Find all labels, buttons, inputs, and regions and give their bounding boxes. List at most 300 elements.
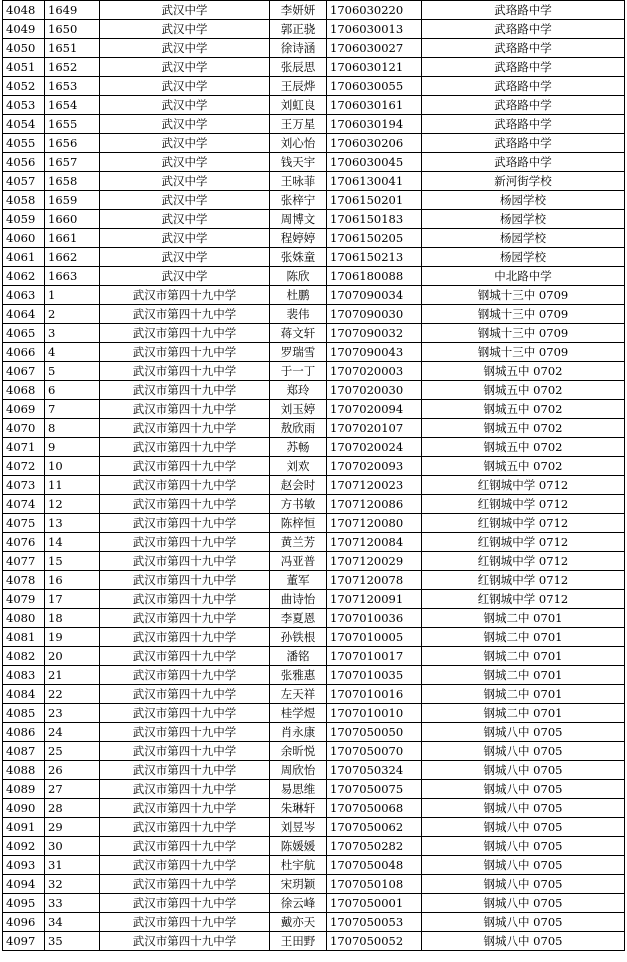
school-name-cell: 武汉市第四十九中学 (100, 590, 270, 609)
school-seq-no-cell: 11 (45, 476, 100, 495)
row-index-cell: 4071 (3, 438, 45, 457)
school-name-cell: 武汉中学 (100, 115, 270, 134)
school-name-cell: 武汉市第四十九中学 (100, 286, 270, 305)
school-seq-no-cell: 1655 (45, 115, 100, 134)
student-id-cell: 1707010016 (327, 685, 422, 704)
student-name-cell: 钱天宇 (270, 153, 327, 172)
school-name-cell: 武汉市第四十九中学 (100, 666, 270, 685)
student-id-cell: 1707020003 (327, 362, 422, 381)
school-name-cell: 武汉市第四十九中学 (100, 761, 270, 780)
school-seq-no-cell: 34 (45, 913, 100, 932)
student-name-cell: 李妍妍 (270, 1, 327, 20)
school-seq-no-cell: 1651 (45, 39, 100, 58)
student-id-cell: 1707120080 (327, 514, 422, 533)
row-index-cell: 4048 (3, 1, 45, 20)
table-row (3, 856, 625, 875)
student-id-cell: 1706030055 (327, 77, 422, 96)
table-row (3, 932, 625, 951)
table-row (3, 609, 625, 628)
row-index-cell: 4092 (3, 837, 45, 856)
school-seq-no-cell: 1662 (45, 248, 100, 267)
target-school-cell: 钢城五中 0702 (422, 400, 625, 419)
school-name-cell: 武汉市第四十九中学 (100, 704, 270, 723)
student-id-cell: 1707050001 (327, 894, 422, 913)
school-seq-no-cell: 20 (45, 647, 100, 666)
student-name-cell: 罗瑞雪 (270, 343, 327, 362)
student-name-cell: 易思维 (270, 780, 327, 799)
table-row (3, 39, 625, 58)
student-id-cell: 1707050282 (327, 837, 422, 856)
table-body (3, 1, 625, 951)
table-row (3, 210, 625, 229)
student-id-cell: 1707050050 (327, 723, 422, 742)
school-name-cell: 武汉中学 (100, 191, 270, 210)
school-seq-no-cell: 1652 (45, 58, 100, 77)
student-name-cell: 方书敏 (270, 495, 327, 514)
target-school-cell: 红钢城中学 0712 (422, 571, 625, 590)
student-id-cell: 1706030045 (327, 153, 422, 172)
student-id-cell: 1706180088 (327, 267, 422, 286)
student-name-cell: 赵会时 (270, 476, 327, 495)
school-name-cell: 武汉市第四十九中学 (100, 780, 270, 799)
school-seq-no-cell: 33 (45, 894, 100, 913)
row-index-cell: 4070 (3, 419, 45, 438)
student-name-cell: 杜宇航 (270, 856, 327, 875)
row-index-cell: 4063 (3, 286, 45, 305)
student-name-cell: 冯亚普 (270, 552, 327, 571)
student-name-cell: 黄兰芳 (270, 533, 327, 552)
school-name-cell: 武汉中学 (100, 134, 270, 153)
school-name-cell: 武汉市第四十九中学 (100, 818, 270, 837)
target-school-cell: 武珞路中学 (422, 134, 625, 153)
school-seq-no-cell: 1656 (45, 134, 100, 153)
table-row (3, 324, 625, 343)
student-id-cell: 1707120078 (327, 571, 422, 590)
target-school-cell: 红钢城中学 0712 (422, 514, 625, 533)
school-name-cell: 武汉市第四十九中学 (100, 837, 270, 856)
student-id-cell: 1706030194 (327, 115, 422, 134)
table-row (3, 381, 625, 400)
target-school-cell: 钢城八中 0705 (422, 761, 625, 780)
school-seq-no-cell: 4 (45, 343, 100, 362)
school-seq-no-cell: 13 (45, 514, 100, 533)
school-name-cell: 武汉市第四十九中学 (100, 894, 270, 913)
row-index-cell: 4095 (3, 894, 45, 913)
student-id-cell: 1706030013 (327, 20, 422, 39)
table-row (3, 115, 625, 134)
table-row (3, 647, 625, 666)
school-name-cell: 武汉市第四十九中学 (100, 362, 270, 381)
school-seq-no-cell: 12 (45, 495, 100, 514)
target-school-cell: 钢城五中 0702 (422, 457, 625, 476)
school-name-cell: 武汉市第四十九中学 (100, 628, 270, 647)
row-index-cell: 4094 (3, 875, 45, 894)
school-seq-no-cell: 9 (45, 438, 100, 457)
table-row (3, 153, 625, 172)
table-row (3, 172, 625, 191)
student-name-cell: 蒋文轩 (270, 324, 327, 343)
school-seq-no-cell: 1650 (45, 20, 100, 39)
table-row (3, 267, 625, 286)
student-id-cell: 1707120029 (327, 552, 422, 571)
student-id-cell: 1706030161 (327, 96, 422, 115)
target-school-cell: 钢城二中 0701 (422, 609, 625, 628)
target-school-cell: 钢城五中 0702 (422, 419, 625, 438)
student-id-cell: 1707020093 (327, 457, 422, 476)
school-name-cell: 武汉市第四十九中学 (100, 609, 270, 628)
target-school-cell: 钢城二中 0701 (422, 647, 625, 666)
row-index-cell: 4096 (3, 913, 45, 932)
row-index-cell: 4091 (3, 818, 45, 837)
student-id-cell: 1706030206 (327, 134, 422, 153)
target-school-cell: 钢城五中 0702 (422, 362, 625, 381)
row-index-cell: 4059 (3, 210, 45, 229)
table-row (3, 58, 625, 77)
school-name-cell: 武汉中学 (100, 153, 270, 172)
student-id-cell: 1707010010 (327, 704, 422, 723)
table-row (3, 514, 625, 533)
target-school-cell: 中北路中学 (422, 267, 625, 286)
student-name-cell: 孙铁根 (270, 628, 327, 647)
school-name-cell: 武汉市第四十九中学 (100, 552, 270, 571)
target-school-cell: 钢城八中 0705 (422, 932, 625, 951)
row-index-cell: 4069 (3, 400, 45, 419)
row-index-cell: 4080 (3, 609, 45, 628)
school-name-cell: 武汉市第四十九中学 (100, 476, 270, 495)
student-name-cell: 李夏恩 (270, 609, 327, 628)
student-id-cell: 1707050048 (327, 856, 422, 875)
student-name-cell: 程婷婷 (270, 229, 327, 248)
row-index-cell: 4060 (3, 229, 45, 248)
school-name-cell: 武汉中学 (100, 248, 270, 267)
target-school-cell: 武珞路中学 (422, 96, 625, 115)
row-index-cell: 4078 (3, 571, 45, 590)
student-name-cell: 苏畅 (270, 438, 327, 457)
target-school-cell: 红钢城中学 0712 (422, 476, 625, 495)
table-row (3, 248, 625, 267)
student-name-cell: 陈欣 (270, 267, 327, 286)
student-name-cell: 曲诗怡 (270, 590, 327, 609)
student-name-cell: 王田野 (270, 932, 327, 951)
table-row (3, 628, 625, 647)
school-name-cell: 武汉市第四十九中学 (100, 571, 270, 590)
school-name-cell: 武汉市第四十九中学 (100, 685, 270, 704)
row-index-cell: 4073 (3, 476, 45, 495)
row-index-cell: 4053 (3, 96, 45, 115)
student-id-cell: 1707020024 (327, 438, 422, 457)
student-id-cell: 1706150201 (327, 191, 422, 210)
target-school-cell: 钢城八中 0705 (422, 856, 625, 875)
row-index-cell: 4065 (3, 324, 45, 343)
row-index-cell: 4084 (3, 685, 45, 704)
student-id-cell: 1707120084 (327, 533, 422, 552)
school-seq-no-cell: 16 (45, 571, 100, 590)
row-index-cell: 4064 (3, 305, 45, 324)
row-index-cell: 4068 (3, 381, 45, 400)
student-name-cell: 肖永康 (270, 723, 327, 742)
row-index-cell: 4090 (3, 799, 45, 818)
target-school-cell: 新河街学校 (422, 172, 625, 191)
school-name-cell: 武汉中学 (100, 229, 270, 248)
school-seq-no-cell: 14 (45, 533, 100, 552)
table-row (3, 400, 625, 419)
target-school-cell: 武珞路中学 (422, 1, 625, 20)
school-seq-no-cell: 1654 (45, 96, 100, 115)
student-name-cell: 刘虹良 (270, 96, 327, 115)
table-row (3, 134, 625, 153)
student-name-cell: 王万星 (270, 115, 327, 134)
school-name-cell: 武汉市第四十九中学 (100, 932, 270, 951)
row-index-cell: 4088 (3, 761, 45, 780)
row-index-cell: 4055 (3, 134, 45, 153)
target-school-cell: 钢城二中 0701 (422, 666, 625, 685)
student-id-cell: 1707010035 (327, 666, 422, 685)
table-row (3, 476, 625, 495)
student-name-cell: 王辰烨 (270, 77, 327, 96)
target-school-cell: 钢城八中 0705 (422, 894, 625, 913)
student-name-cell: 于一丁 (270, 362, 327, 381)
student-name-cell: 桂学煜 (270, 704, 327, 723)
row-index-cell: 4054 (3, 115, 45, 134)
school-name-cell: 武汉市第四十九中学 (100, 875, 270, 894)
student-id-cell: 1707050108 (327, 875, 422, 894)
school-name-cell: 武汉市第四十九中学 (100, 305, 270, 324)
row-index-cell: 4083 (3, 666, 45, 685)
target-school-cell: 钢城八中 0705 (422, 780, 625, 799)
student-name-cell: 朱琳轩 (270, 799, 327, 818)
table-row (3, 666, 625, 685)
table-row (3, 343, 625, 362)
row-index-cell: 4075 (3, 514, 45, 533)
table-row (3, 913, 625, 932)
target-school-cell: 武珞路中学 (422, 58, 625, 77)
student-id-cell: 1706150213 (327, 248, 422, 267)
student-id-cell: 1707090030 (327, 305, 422, 324)
school-name-cell: 武汉中学 (100, 77, 270, 96)
school-name-cell: 武汉中学 (100, 39, 270, 58)
school-name-cell: 武汉中学 (100, 96, 270, 115)
row-index-cell: 4097 (3, 932, 45, 951)
target-school-cell: 钢城二中 0701 (422, 685, 625, 704)
row-index-cell: 4087 (3, 742, 45, 761)
school-seq-no-cell: 10 (45, 457, 100, 476)
target-school-cell: 钢城十三中 0709 (422, 324, 625, 343)
school-seq-no-cell: 8 (45, 419, 100, 438)
student-name-cell: 刘欢 (270, 457, 327, 476)
table-row (3, 723, 625, 742)
school-seq-no-cell: 1660 (45, 210, 100, 229)
row-index-cell: 4057 (3, 172, 45, 191)
student-id-cell: 1706030027 (327, 39, 422, 58)
student-id-cell: 1707090034 (327, 286, 422, 305)
target-school-cell: 钢城五中 0702 (422, 381, 625, 400)
school-name-cell: 武汉中学 (100, 267, 270, 286)
target-school-cell: 杨园学校 (422, 248, 625, 267)
target-school-cell: 钢城二中 0701 (422, 704, 625, 723)
target-school-cell: 杨园学校 (422, 229, 625, 248)
school-seq-no-cell: 1658 (45, 172, 100, 191)
school-name-cell: 武汉市第四十九中学 (100, 381, 270, 400)
student-id-cell: 1707050068 (327, 799, 422, 818)
student-name-cell: 陈媛媛 (270, 837, 327, 856)
row-index-cell: 4081 (3, 628, 45, 647)
student-id-cell: 1707020030 (327, 381, 422, 400)
target-school-cell: 钢城八中 0705 (422, 837, 625, 856)
school-seq-no-cell: 1 (45, 286, 100, 305)
row-index-cell: 4074 (3, 495, 45, 514)
school-seq-no-cell: 23 (45, 704, 100, 723)
table-row (3, 533, 625, 552)
row-index-cell: 4051 (3, 58, 45, 77)
school-name-cell: 武汉中学 (100, 20, 270, 39)
target-school-cell: 武珞路中学 (422, 77, 625, 96)
student-name-cell: 郑玲 (270, 381, 327, 400)
student-name-cell: 余昕悦 (270, 742, 327, 761)
table-row (3, 20, 625, 39)
school-seq-no-cell: 22 (45, 685, 100, 704)
target-school-cell: 钢城五中 0702 (422, 438, 625, 457)
target-school-cell: 红钢城中学 0712 (422, 533, 625, 552)
school-seq-no-cell: 35 (45, 932, 100, 951)
row-index-cell: 4089 (3, 780, 45, 799)
school-name-cell: 武汉市第四十九中学 (100, 324, 270, 343)
table-row (3, 286, 625, 305)
school-name-cell: 武汉市第四十九中学 (100, 400, 270, 419)
student-id-cell: 1706150183 (327, 210, 422, 229)
student-id-cell: 1707010005 (327, 628, 422, 647)
row-index-cell: 4072 (3, 457, 45, 476)
table-row (3, 590, 625, 609)
school-seq-no-cell: 29 (45, 818, 100, 837)
school-seq-no-cell: 1661 (45, 229, 100, 248)
school-name-cell: 武汉市第四十九中学 (100, 647, 270, 666)
school-name-cell: 武汉市第四十九中学 (100, 913, 270, 932)
student-id-cell: 1707010017 (327, 647, 422, 666)
student-id-cell: 1707090043 (327, 343, 422, 362)
school-seq-no-cell: 7 (45, 400, 100, 419)
target-school-cell: 武珞路中学 (422, 20, 625, 39)
student-name-cell: 刘玉婷 (270, 400, 327, 419)
row-index-cell: 4050 (3, 39, 45, 58)
school-seq-no-cell: 1663 (45, 267, 100, 286)
school-seq-no-cell: 21 (45, 666, 100, 685)
student-name-cell: 王咏菲 (270, 172, 327, 191)
student-id-cell: 1707090032 (327, 324, 422, 343)
table-row (3, 837, 625, 856)
row-index-cell: 4085 (3, 704, 45, 723)
student-id-cell: 1706030220 (327, 1, 422, 20)
table-row (3, 742, 625, 761)
school-seq-no-cell: 18 (45, 609, 100, 628)
row-index-cell: 4061 (3, 248, 45, 267)
school-name-cell: 武汉市第四十九中学 (100, 438, 270, 457)
row-index-cell: 4052 (3, 77, 45, 96)
student-id-cell: 1707050053 (327, 913, 422, 932)
table-row (3, 761, 625, 780)
student-name-cell: 张姝童 (270, 248, 327, 267)
table-row (3, 552, 625, 571)
school-seq-no-cell: 1653 (45, 77, 100, 96)
target-school-cell: 红钢城中学 0712 (422, 495, 625, 514)
school-seq-no-cell: 17 (45, 590, 100, 609)
row-index-cell: 4062 (3, 267, 45, 286)
student-id-cell: 1707050324 (327, 761, 422, 780)
student-id-cell: 1706030121 (327, 58, 422, 77)
target-school-cell: 钢城八中 0705 (422, 799, 625, 818)
school-seq-no-cell: 31 (45, 856, 100, 875)
table-row (3, 495, 625, 514)
student-name-cell: 裴伟 (270, 305, 327, 324)
row-index-cell: 4067 (3, 362, 45, 381)
table-row (3, 685, 625, 704)
row-index-cell: 4058 (3, 191, 45, 210)
student-name-cell: 徐云峰 (270, 894, 327, 913)
school-name-cell: 武汉中学 (100, 1, 270, 20)
row-index-cell: 4056 (3, 153, 45, 172)
school-name-cell: 武汉市第四十九中学 (100, 723, 270, 742)
target-school-cell: 钢城十三中 0709 (422, 286, 625, 305)
table-row (3, 780, 625, 799)
row-index-cell: 4076 (3, 533, 45, 552)
student-id-cell: 1707020094 (327, 400, 422, 419)
student-name-cell: 刘心怡 (270, 134, 327, 153)
student-id-cell: 1707010036 (327, 609, 422, 628)
student-id-cell: 1707120091 (327, 590, 422, 609)
table-row (3, 362, 625, 381)
student-name-cell: 董军 (270, 571, 327, 590)
student-name-cell: 张梓宁 (270, 191, 327, 210)
table-row (3, 457, 625, 476)
row-index-cell: 4093 (3, 856, 45, 875)
table-row (3, 96, 625, 115)
student-name-cell: 宋玥颖 (270, 875, 327, 894)
student-id-cell: 1707020107 (327, 419, 422, 438)
table-row (3, 1, 625, 20)
table-row (3, 704, 625, 723)
row-index-cell: 4082 (3, 647, 45, 666)
target-school-cell: 钢城十三中 0709 (422, 343, 625, 362)
student-name-cell: 左天祥 (270, 685, 327, 704)
school-seq-no-cell: 6 (45, 381, 100, 400)
table-row (3, 875, 625, 894)
table-row (3, 438, 625, 457)
school-name-cell: 武汉市第四十九中学 (100, 856, 270, 875)
target-school-cell: 杨园学校 (422, 191, 625, 210)
school-name-cell: 武汉市第四十九中学 (100, 457, 270, 476)
student-name-cell: 张雅惠 (270, 666, 327, 685)
student-id-cell: 1706150205 (327, 229, 422, 248)
student-id-cell: 1707050075 (327, 780, 422, 799)
table-row (3, 191, 625, 210)
row-index-cell: 4049 (3, 20, 45, 39)
school-name-cell: 武汉市第四十九中学 (100, 343, 270, 362)
school-name-cell: 武汉中学 (100, 210, 270, 229)
student-name-cell: 敖欣雨 (270, 419, 327, 438)
table-row (3, 894, 625, 913)
student-id-cell: 1706130041 (327, 172, 422, 191)
school-name-cell: 武汉市第四十九中学 (100, 514, 270, 533)
target-school-cell: 钢城八中 0705 (422, 913, 625, 932)
student-name-cell: 陈梓恒 (270, 514, 327, 533)
school-seq-no-cell: 15 (45, 552, 100, 571)
student-name-cell: 周博文 (270, 210, 327, 229)
target-school-cell: 武珞路中学 (422, 115, 625, 134)
school-seq-no-cell: 32 (45, 875, 100, 894)
school-name-cell: 武汉中学 (100, 58, 270, 77)
student-name-cell: 徐诗涵 (270, 39, 327, 58)
student-id-cell: 1707120023 (327, 476, 422, 495)
school-seq-no-cell: 3 (45, 324, 100, 343)
